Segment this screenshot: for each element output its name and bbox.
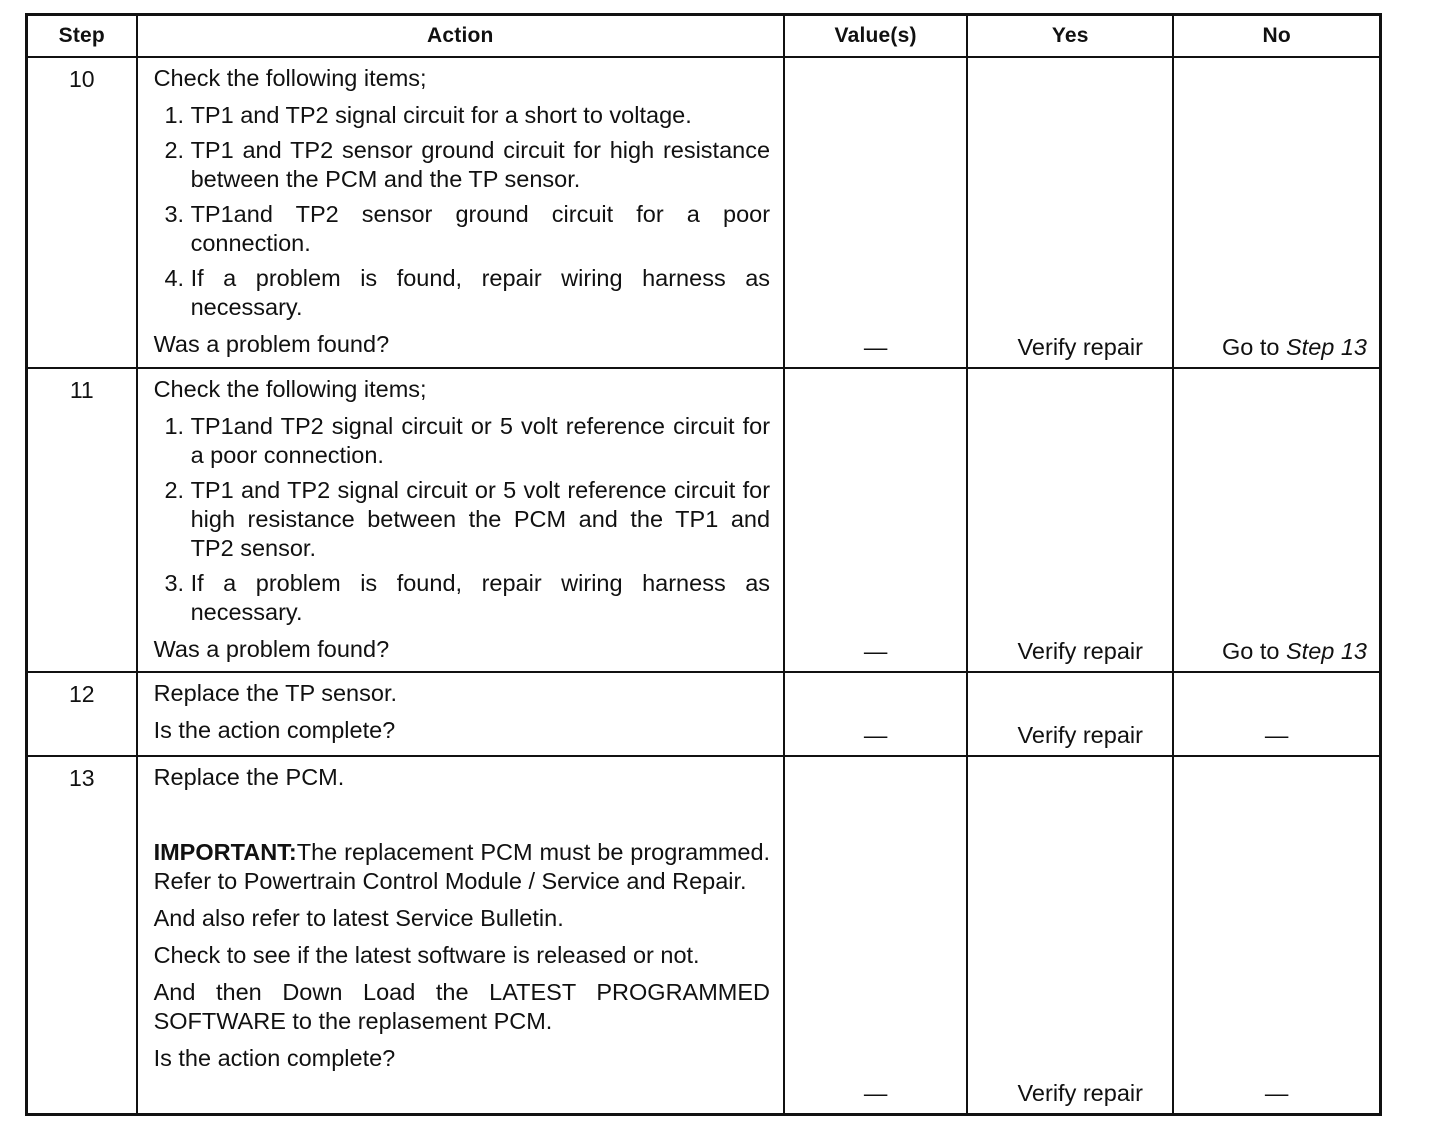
action-intro: Check the following items; [153,65,427,91]
no-step-reference: Step 13 [1285,638,1367,664]
action-note: And also refer to latest Service Bulletin. [153,905,564,931]
action-cell [137,756,784,1114]
header-values: Value(s) [784,15,967,58]
yes-cell: Verify repair [967,756,1173,1114]
action-note: Check to see if the latest software is released or not. [153,942,700,968]
no-cell [1173,368,1380,672]
important-note [154,838,770,896]
value-cell: — [784,672,967,756]
step-number: 12 [27,672,137,756]
header-yes: Yes [967,15,1173,58]
table-row-step-13 [27,756,1381,1114]
action-list-item: 1. TP1and TP2 signal circuit or 5 volt reference circuit for a poor connection. [191,412,770,470]
header-action: Action [137,15,784,58]
action-list [154,101,770,322]
step-number: 10 [27,57,137,368]
action-note: And then Down Load the LATEST PROGRAMMED SOFTWARE to the replasement PCM. [153,979,771,1034]
action-list [154,412,770,627]
action-intro: Replace the PCM. [153,764,345,790]
action-cell [137,672,784,756]
table-row-step-10 [27,57,1381,368]
header-no: No [1173,15,1380,58]
no-cell: — [1173,672,1380,756]
important-label: IMPORTANT: [153,839,297,865]
value-cell: — [784,756,967,1114]
action-list-item: 2. TP1 and TP2 signal circuit or 5 volt reference circuit for high resistance between the PCM and the TP1 and TP2 sensor. [191,476,770,563]
action-question: Was a problem found? [153,331,390,357]
no-cell [1173,57,1380,368]
yes-cell: Verify repair [967,57,1173,368]
action-list-item: 4. If a problem is found, repair wiring harness as necessary. [191,264,770,322]
table-header-row [27,15,1381,58]
step-number: 11 [27,368,137,672]
diagnostic-table [25,13,1382,1116]
action-list-item: 2. TP1 and TP2 sensor ground circuit for high resistance between the PCM and the TP sensor. [191,136,770,194]
action-question: Is the action complete? [153,1045,396,1071]
no-prefix: Go to [1221,638,1286,664]
value-cell: — [784,368,967,672]
no-step-reference: Step 13 [1285,334,1367,360]
no-prefix: Go to [1221,334,1286,360]
header-step: Step [27,15,137,58]
yes-cell: Verify repair [967,368,1173,672]
value-cell: — [784,57,967,368]
action-list-item: 3. If a problem is found, repair wiring harness as necessary. [191,569,770,627]
action-intro: Check the following items; [153,376,427,402]
action-list-item: 1. TP1 and TP2 signal circuit for a short to voltage. [191,101,770,130]
table-row-step-11 [27,368,1381,672]
no-cell: — [1173,756,1380,1114]
action-cell [137,368,784,672]
step-number: 13 [27,756,137,1114]
important-text: The replacement PCM must be programmed. Refer to Powertrain Control Module / Service and Repair. [153,839,771,894]
action-cell [137,57,784,368]
table-row-step-12 [27,672,1381,756]
action-intro: Replace the TP sensor. [153,680,398,706]
action-question: Was a problem found? [153,636,390,662]
action-list-item: 3. TP1and TP2 sensor ground circuit for a poor connection. [191,200,770,258]
action-question: Is the action complete? [153,717,396,743]
yes-cell: Verify repair [967,672,1173,756]
